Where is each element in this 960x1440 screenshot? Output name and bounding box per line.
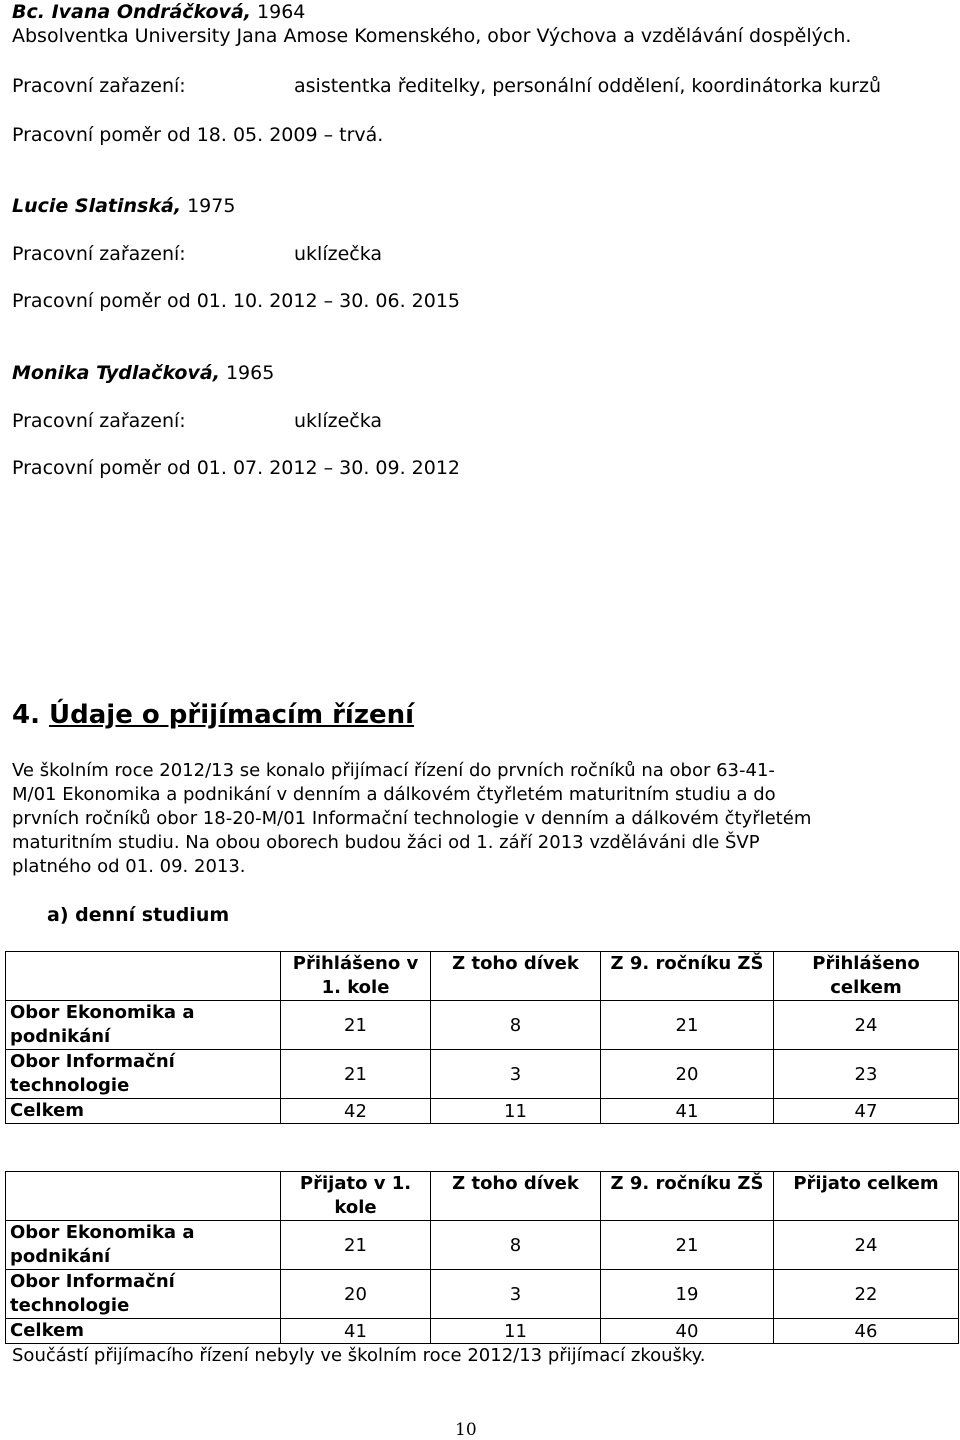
row-label: Obor Informační technologie <box>6 1270 281 1319</box>
row-label: Celkem <box>6 1099 281 1124</box>
table-header-row <box>6 1172 959 1221</box>
header-cell <box>6 1172 281 1221</box>
table-cell: 21 <box>601 1221 774 1270</box>
staff-1-education: Absolventka University Jana Amose Komenského, obor Výchova a vzdělávání dospělých. <box>12 25 852 47</box>
table-cell: 42 <box>281 1099 431 1124</box>
header-cell: Z 9. ročníku ZŠ <box>601 952 774 1001</box>
section-paragraph <box>12 759 932 879</box>
row-label: Celkem <box>6 1319 281 1344</box>
staff-2-heading <box>12 195 235 217</box>
table-cell: 11 <box>431 1319 601 1344</box>
staff-3-year: 1965 <box>219 362 275 384</box>
staff-2-position-value: uklízečka <box>294 243 383 265</box>
staff-1-position-value: asistentka ředitelky, personální oddělení, koordinátorka kurzů <box>294 75 882 97</box>
table-cell: 21 <box>601 1001 774 1050</box>
entrance-exam-note: Součástí přijímacího řízení nebyly ve školním roce 2012/13 přijímací zkoušky. <box>12 1345 706 1366</box>
staff-3-employment: Pracovní poměr od 01. 07. 2012 – 30. 09. 2012 <box>12 457 461 479</box>
header-cell <box>6 952 281 1001</box>
accepted-table <box>5 1171 959 1344</box>
applied-table <box>5 951 959 1124</box>
table-cell: 8 <box>431 1221 601 1270</box>
table-cell: 23 <box>774 1050 959 1099</box>
paragraph-line: M/01 Ekonomika a podnikání v denním a dálkovém čtyřletém maturitním studiu a do <box>12 784 776 805</box>
header-cell: Přihlášeno celkem <box>774 952 959 1001</box>
row-label: Obor Ekonomika a podnikání <box>6 1001 281 1050</box>
table-cell: 22 <box>774 1270 959 1319</box>
table-cell: 40 <box>601 1319 774 1344</box>
table-cell: 3 <box>431 1270 601 1319</box>
page-number: 10 <box>455 1420 477 1440</box>
header-cell: Přihlášeno v 1. kole <box>281 952 431 1001</box>
staff-1-employment: Pracovní poměr od 18. 05. 2009 – trvá. <box>12 124 384 146</box>
table-total-row <box>6 1319 959 1344</box>
staff-3-heading <box>12 362 274 384</box>
staff-1-name: Bc. Ivana Ondráčková, <box>12 1 251 23</box>
staff-1-heading <box>12 1 305 23</box>
paragraph-line: platného od 01. 09. 2013. <box>12 856 246 877</box>
header-cell: Přijato v 1. kole <box>281 1172 431 1221</box>
table-cell: 24 <box>774 1221 959 1270</box>
header-cell: Z toho dívek <box>431 952 601 1001</box>
table-cell: 3 <box>431 1050 601 1099</box>
table-cell: 8 <box>431 1001 601 1050</box>
table-header-row <box>6 952 959 1001</box>
row-label: Obor Informační technologie <box>6 1050 281 1099</box>
staff-1-position-label: Pracovní zařazení: <box>12 75 186 97</box>
table-cell: 21 <box>281 1001 431 1050</box>
header-cell: Z 9. ročníku ZŠ <box>601 1172 774 1221</box>
table-cell: 19 <box>601 1270 774 1319</box>
staff-2-year: 1975 <box>181 195 236 217</box>
table-cell: 47 <box>774 1099 959 1124</box>
table-row <box>6 1001 959 1050</box>
staff-2-name: Lucie Slatinská, <box>12 195 182 217</box>
subheading-denni-studium: a) denní studium <box>47 904 230 926</box>
table-cell: 20 <box>281 1270 431 1319</box>
table-cell: 24 <box>774 1001 959 1050</box>
section-title: Údaje o přijímacím řízení <box>49 700 415 730</box>
row-label: Obor Ekonomika a podnikání <box>6 1221 281 1270</box>
staff-3-name: Monika Tydlačková, <box>12 362 220 384</box>
table-row <box>6 1050 959 1099</box>
section-heading <box>12 700 414 730</box>
header-cell: Přijato celkem <box>774 1172 959 1221</box>
paragraph-line: prvních ročníků obor 18-20-M/01 Informační technologie v denním a dálkovém čtyřletém <box>12 808 812 829</box>
staff-3-position-label: Pracovní zařazení: <box>12 410 186 432</box>
header-cell: Z toho dívek <box>431 1172 601 1221</box>
paragraph-line: maturitním studiu. Na obou oborech budou žáci od 1. září 2013 vzděláváni dle ŠVP <box>12 832 760 853</box>
table-cell: 41 <box>281 1319 431 1344</box>
staff-2-employment: Pracovní poměr od 01. 10. 2012 – 30. 06. 2015 <box>12 290 461 312</box>
table-cell: 11 <box>431 1099 601 1124</box>
table-cell: 41 <box>601 1099 774 1124</box>
table-total-row <box>6 1099 959 1124</box>
table-row <box>6 1221 959 1270</box>
staff-1-year: 1964 <box>250 1 306 23</box>
paragraph-line: Ve školním roce 2012/13 se konalo přijímací řízení do prvních ročníků na obor 63-41- <box>12 760 775 781</box>
table-cell: 21 <box>281 1221 431 1270</box>
staff-3-position-value: uklízečka <box>294 410 383 432</box>
table-cell: 21 <box>281 1050 431 1099</box>
table-cell: 46 <box>774 1319 959 1344</box>
section-number: 4. <box>12 700 40 730</box>
staff-2-position-label: Pracovní zařazení: <box>12 243 186 265</box>
table-cell: 20 <box>601 1050 774 1099</box>
table-row <box>6 1270 959 1319</box>
